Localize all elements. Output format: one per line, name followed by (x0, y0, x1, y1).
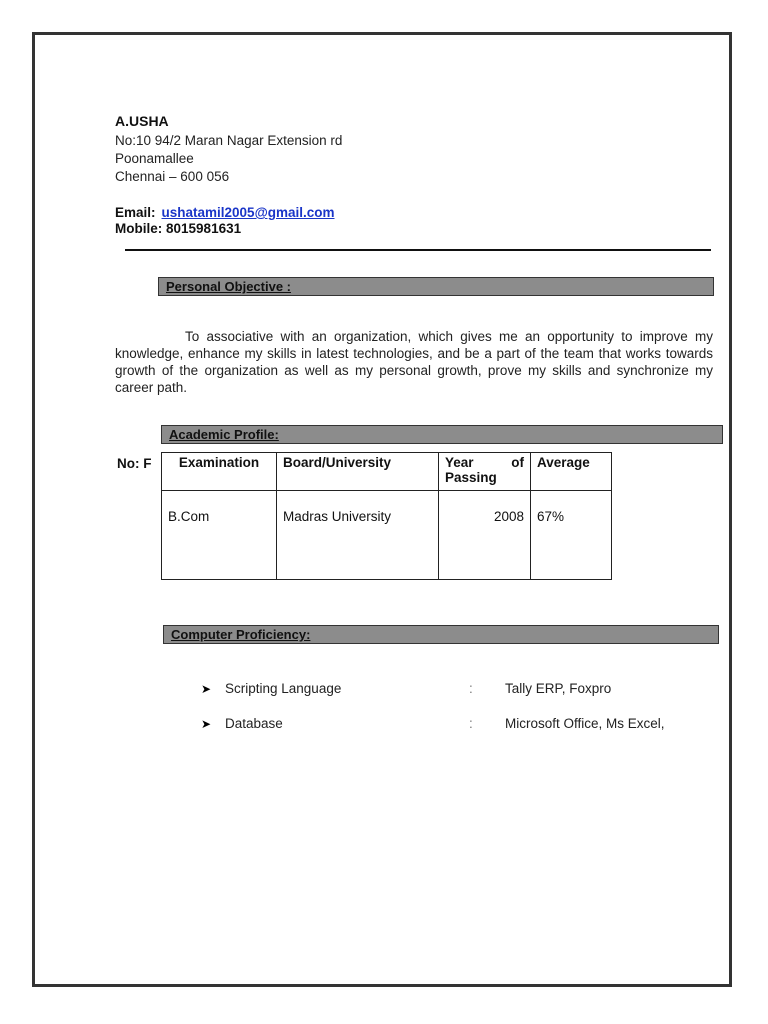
table-header-row (162, 453, 612, 491)
cell-average: 67% (531, 491, 612, 580)
skill-separator: : (469, 716, 473, 731)
address-line-2: Poonamallee (115, 151, 194, 166)
header-examination: Examination (162, 453, 277, 491)
cell-board: Madras University (277, 491, 439, 580)
mobile-value: 8015981631 (166, 221, 242, 236)
candidate-name: A.USHA (115, 113, 169, 129)
resume-page (32, 32, 732, 987)
academic-title: Academic Profile: (169, 427, 279, 442)
skill-separator: : (469, 681, 473, 696)
row-number-label: No: F (117, 456, 152, 471)
header-year-word: Year (445, 455, 474, 470)
objective-section-header (158, 277, 714, 296)
arrow-bullet-icon: ➤ (201, 682, 212, 696)
mobile-label: Mobile: (115, 221, 163, 236)
arrow-bullet-icon: ➤ (201, 717, 212, 731)
header-of-word: of (511, 455, 524, 470)
skill-label: Scripting Language (225, 681, 342, 696)
table-row (162, 491, 612, 580)
skill-label: Database (225, 716, 283, 731)
list-item (201, 681, 611, 696)
computer-section-header (163, 625, 719, 644)
cell-examination: B.Com (162, 491, 277, 580)
header-year (439, 453, 531, 491)
academic-section-header (161, 425, 723, 444)
computer-title: Computer Proficiency: (171, 627, 311, 642)
skill-value: Tally ERP, Foxpro (505, 681, 612, 696)
email-label: Email: (115, 205, 156, 220)
list-item (201, 716, 665, 731)
cell-year: 2008 (439, 491, 531, 580)
address-line-3: Chennai – 600 056 (115, 169, 230, 184)
header-average: Average (531, 453, 612, 491)
email-link[interactable]: ushatamil2005@gmail.com (161, 205, 335, 220)
skill-value: Microsoft Office, Ms Excel, (505, 716, 665, 731)
email-row (115, 205, 335, 220)
objective-title: Personal Objective : (166, 279, 291, 294)
objective-paragraph: To associative with an organization, which gives me an opportunity to improve my knowledge, enhance my skills in latest technologies, and be a part of the team that works towards growth of the organization as well as my personal growth, prove my skills and synchronize my career path. (115, 329, 713, 395)
academic-table (161, 452, 612, 580)
header-board: Board/University (277, 453, 439, 491)
address-line-1: No:10 94/2 Maran Nagar Extension rd (115, 133, 343, 148)
mobile-row (115, 221, 241, 236)
header-passing-word: Passing (445, 470, 497, 485)
header-divider (125, 249, 711, 251)
